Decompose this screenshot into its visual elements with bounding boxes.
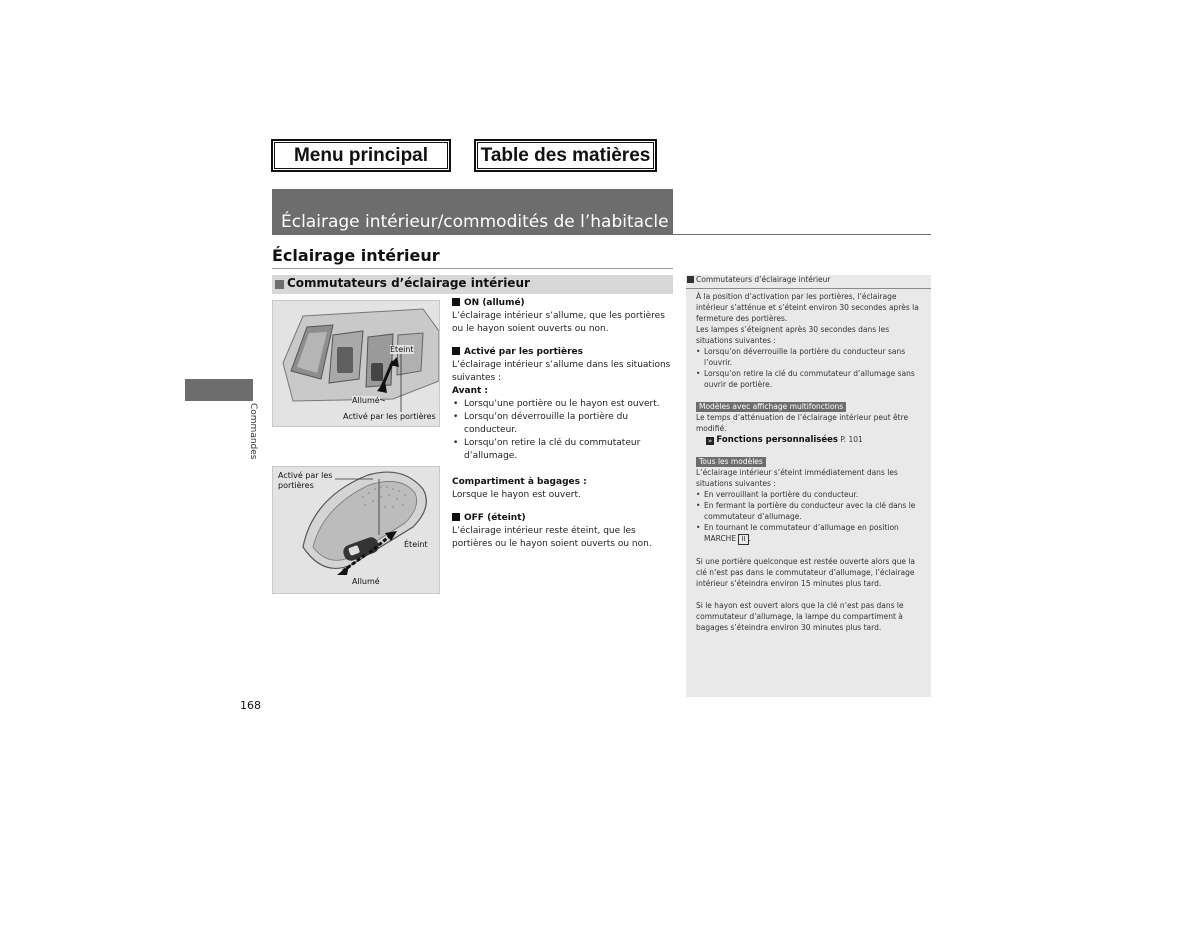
sidebar-para-door: Si une portière quelconque est restée ouverte alors que la clé n’est pas dans le commutateur d’allumage, l’éclairage intérieur s’éteindra environ 15 minutes plus tard. — [696, 557, 916, 588]
front-label: Avant : — [452, 386, 489, 396]
list-item: • Lorsqu’on retire la clé du commutateur d’allumage sans ouvrir de portière. — [696, 368, 921, 390]
sidebar-tag2-text: L’éclairage intérieur s’éteint immédiatement dans les situations suivantes : — [696, 468, 898, 488]
sidebar-lamps-list — [696, 346, 921, 390]
door-heading-text: Activé par les portières — [464, 347, 584, 357]
front-light-illustration — [272, 300, 440, 427]
reference-label[interactable]: Fonctions personnalisées — [716, 435, 838, 445]
square-bullet-icon — [452, 298, 460, 306]
on-text: L’éclairage intérieur s’allume, que les portières ou le hayon soient ouverts ou non. — [452, 311, 665, 334]
front-label-door: Activé par les portières — [343, 412, 436, 421]
subsection-bar — [272, 275, 673, 294]
main-menu-button[interactable]: Menu principal — [271, 139, 451, 172]
sidebar-content — [696, 291, 921, 633]
ignition-position-key: II — [738, 534, 748, 545]
list-item-text: En tournant le commutateur d’allumage en position — [704, 523, 899, 532]
list-item: • En fermant la portière du conducteur avec la clé dans le commutateur d’allumage. — [696, 500, 921, 522]
on-heading-text: ON (allumé) — [464, 298, 525, 308]
chapter-side-label: Commandes — [248, 403, 258, 460]
off-heading-text: OFF (éteint) — [464, 513, 526, 523]
list-item: • Lorsqu’on déverrouille la portière du conducteur sans l’ouvrir. — [696, 346, 921, 368]
model-tag-all: Tous les modèles — [696, 457, 766, 467]
subsection-title: Commutateurs d’éclairage intérieur — [287, 276, 530, 290]
square-bullet-icon — [275, 280, 284, 289]
front-label-on: Allumé — [352, 396, 380, 405]
marche-label: MARCHE — [704, 534, 737, 543]
main-content — [452, 297, 674, 551]
reference-page[interactable]: P. 101 — [840, 435, 863, 444]
chapter-title-bar — [272, 189, 673, 235]
sidebar-header — [687, 275, 931, 287]
door-heading — [452, 346, 674, 359]
cargo-label-on: Allumé — [352, 577, 380, 586]
off-heading — [452, 512, 674, 525]
list-item: • En tournant le commutateur d’allumage en position MARCHE II . — [696, 522, 921, 545]
section-title: Éclairage intérieur — [272, 246, 440, 265]
list-item: • Lorsqu’une portière ou le hayon est ouvert. — [452, 398, 674, 411]
cargo-label-door-line1: Activé par les — [278, 471, 333, 480]
front-list — [452, 398, 674, 463]
cross-reference[interactable] — [696, 434, 921, 446]
cargo-light-illustration — [272, 466, 440, 594]
square-bullet-icon — [452, 513, 460, 521]
note-icon — [687, 276, 694, 283]
table-of-contents-button[interactable]: Table des matières — [474, 139, 657, 172]
list-item: • En verrouillant la portière du conducteur. — [696, 489, 921, 500]
sidebar-header-text: Commutateurs d’éclairage intérieur — [696, 275, 831, 284]
cargo-label-door-line2: portières — [278, 481, 314, 490]
on-heading — [452, 297, 674, 310]
cargo-label-door — [278, 471, 332, 491]
front-light-drawing — [273, 301, 439, 426]
sidebar-tag2-list — [696, 489, 921, 545]
front-label-off: Éteint — [390, 345, 414, 354]
sidebar-intro: À la position d’activation par les portières, l’éclairage intérieur s’atténue et s’éteint environ 30 secondes après la fermeture des portières. — [696, 292, 919, 323]
sidebar-lamps-text: Les lampes s’éteignent après 30 secondes dans les situations suivantes : — [696, 325, 890, 345]
title-rule — [673, 234, 931, 235]
door-text: L’éclairage intérieur s’allume dans les situations suivantes : — [452, 360, 671, 383]
off-text: L’éclairage intérieur reste éteint, que les portières ou le hayon soient ouverts ou non. — [452, 526, 652, 549]
trunk-text: Lorsque le hayon est ouvert. — [452, 490, 581, 500]
list-item: • Lorsqu’on retire la clé du commutateur d’allumage. — [452, 437, 674, 463]
sidebar-para-hatch: Si le hayon est ouvert alors que la clé n’est pas dans le commutateur d’allumage, la lampe du compartiment à bagages s’éteindra environ 30 minutes plus tard. — [696, 601, 904, 632]
square-bullet-icon — [452, 347, 460, 355]
section-rule — [272, 268, 673, 269]
page-number: 168 — [240, 699, 261, 712]
chapter-title: Éclairage intérieur/commodités de l’habitacle — [281, 212, 669, 232]
sidebar-tag1-text: Le temps d’atténuation de l’éclairage intérieur peut être modifié. — [696, 413, 909, 433]
sidebar-rule — [686, 288, 931, 289]
model-tag-multifunction: Modèles avec affichage multifonctions — [696, 402, 846, 412]
reference-arrow-icon: » — [707, 437, 713, 445]
chapter-side-tab[interactable] — [185, 379, 253, 401]
cargo-label-off: Éteint — [404, 540, 428, 549]
trunk-label: Compartiment à bagages : — [452, 477, 587, 487]
list-item: • Lorsqu’on déverrouille la portière du conducteur. — [452, 411, 674, 437]
